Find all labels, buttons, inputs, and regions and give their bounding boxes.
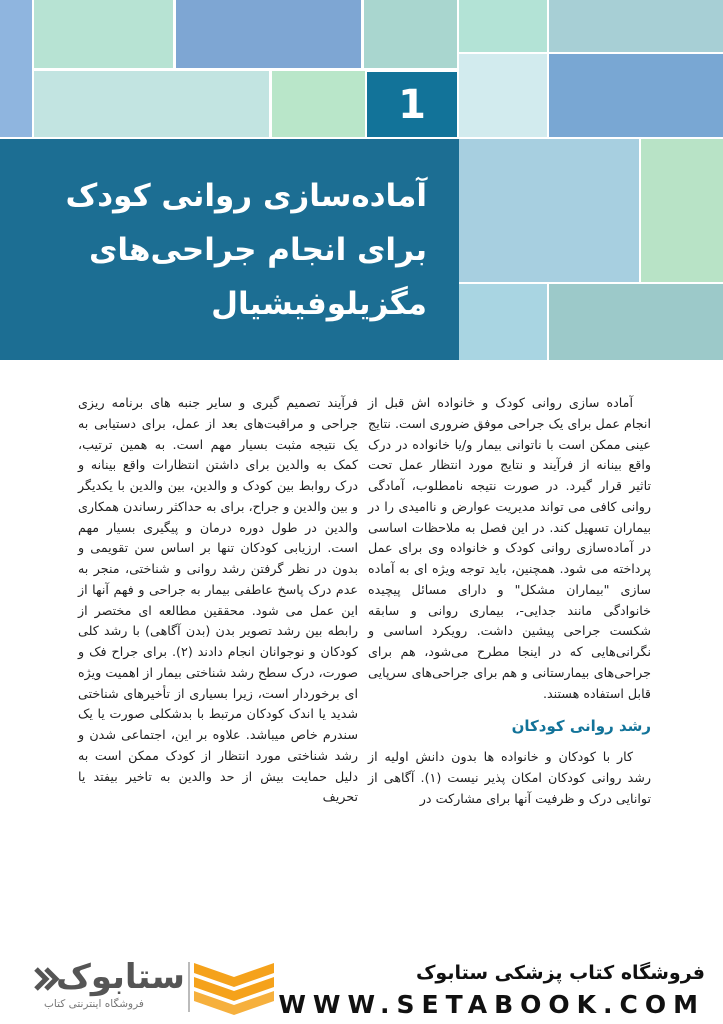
mosaic-tile <box>549 0 723 52</box>
paragraph: فرآیند تصمیم گیری و سایر جنبه های برنامه ریزی جراحی و مراقبت‌های بعد از عمل، برای دستیابی به یک نتیجه مثبت بسیار مهم است. به همین ترتیب، کمک به والدین برای داشتن انتظارات واقع بینانه و درک روابط بین کودک و والدین، بین والدین با یکدیگر و بین والدین و جراح، برای به حداکثر رساندن همکاری والدین در طول دوره درمان و پیگیری بسیار مهم است. ارزیابی کودکان تنها بر اساس سن تقویمی و بدون در نظر گرفتن رشد روانی و شناختی، منجر به عدم درک پاسخ عاطفی بیمار به جراحی و فهم آنها از این عمل می شود. محققین مطالعه ای مختصر از رابطه بین رشد تصویر بدن (بدن آگاهی) با رشد کلی کودکان و نوجوانان انجام دادند (۲). برای جراح فک و صورت، درک سطح رشد شناختی بیمار از اهمیت ویژه ای برخوردار است، زیرا بسیاری از تأخیرهای شناختی شدید یا اندک کودکان مرتبط با بدشکلی صورت یا یک سندرم خاص میباشد. علاوه بر این، اجتماعی شدن و رشد شناختی مورد انتظار از کودک ممکن است به دلیل حمایت بیش از حد والدین به تاخیر بیفتد یا تحریف <box>78 395 358 805</box>
mosaic-tile <box>272 71 365 137</box>
mosaic-tile <box>459 0 547 52</box>
mosaic-tile <box>459 54 547 137</box>
logo-divider <box>188 962 190 1012</box>
logo-subtext: فروشگاه اینترنتی کتاب <box>44 998 144 1010</box>
store-name: فروشگاه کتاب پزشکی ستابوک <box>415 962 705 984</box>
store-url-link[interactable]: WWW.SETABOOK.COM <box>278 990 705 1019</box>
section-heading: رشد روانی کودکان <box>511 717 651 736</box>
paragraph: کار با کودکان و خانواده ها بدون دانش اولیه از رشد روانی کودکان امکان پذیر نیست (۱). آگاهی از توانایی درک و ظرفیت آنها برای مشارکت در <box>368 749 651 806</box>
left-column <box>78 393 358 808</box>
mosaic-tile <box>641 139 723 282</box>
mosaic-tile <box>34 71 269 137</box>
right-column <box>368 393 651 809</box>
mosaic-tile <box>459 284 547 360</box>
paragraph: آماده سازی روانی کودک و خانواده اش قبل از انجام عمل برای یک جراحی موفق ضروری است. نتایج عینی ممکن است با ناتوانی بیمار و/یا خانواده در درک واقع بینانه از فرآیند و نتایج مورد انتظار عمل تحت تاثیر قرار گیرد. در صورت نتیجه نامطلوب، آمادگی روانی کافی می تواند مدیریت عوارض و ناامیدی را در بیماران تسهیل کند. در این فصل به ملاحظات اساسی در آماده‌سازی روانی کودک و خانواده وی برای عمل پرداخته می شود. همچنین، باید توجه ویژه ای به آماده سازی "بیماران مشکل" و دارای مسائل پیچیده خانوادگی مانند جدایی-، بیماری روانی و سابقه شکست جراحی پیشین داشت. رویکرد اساسی و نگرانی‌هایی که در اینجا مطرح می‌شود، هم برای جراحی‌های بیمارستانی و هم برای جراحی‌های سرپایی قابل استفاده هستند. <box>368 395 651 701</box>
chapter-header <box>0 0 723 360</box>
chapter-title <box>0 139 459 360</box>
title-line-1: آماده‌سازی روانی کودک <box>65 177 427 214</box>
logo-text: ستابوک <box>56 957 185 997</box>
mosaic-tile <box>176 0 361 68</box>
mosaic-tile <box>34 0 173 68</box>
chapter-number: 1 <box>367 72 457 137</box>
mosaic-tile <box>364 0 457 68</box>
title-line-3: مگزیلوفیشیال <box>211 285 427 322</box>
mosaic-tile <box>0 0 32 137</box>
mosaic-tile <box>549 54 723 137</box>
logo-book-icon <box>194 963 274 1015</box>
title-line-2: برای انجام جراحی‌های <box>88 231 427 268</box>
mosaic-tile <box>549 284 723 360</box>
mosaic-tile <box>459 139 639 282</box>
